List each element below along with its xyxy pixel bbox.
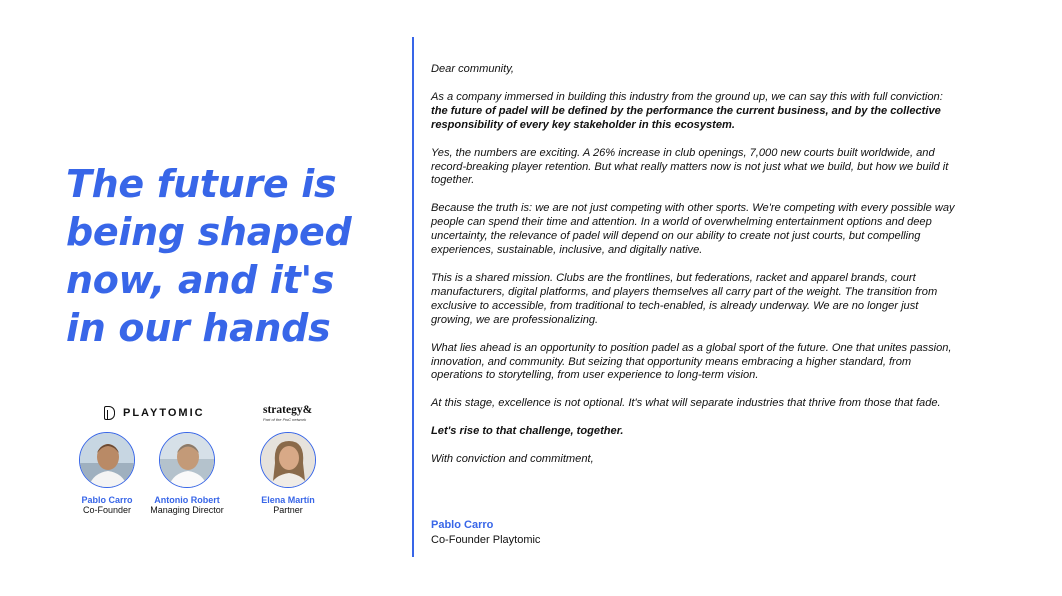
headline: The future is being shaped now, and it's in our hands xyxy=(66,162,352,350)
letter-greeting: Dear community, xyxy=(431,63,515,75)
avatar xyxy=(159,432,215,488)
avatar xyxy=(79,432,135,488)
letter-call-to-action xyxy=(431,425,961,439)
person-card xyxy=(132,432,242,516)
avatar xyxy=(260,432,316,488)
strategy-logo xyxy=(263,404,312,422)
letter-paragraph: Because the truth is: we are not just competing with other sports. We're competing with every possible way people can spend their time and attention. In a world of overwhelming entertainment options and deep uncertainty, the relevance of padel will depend on our ability to create not just courts, but compelling experiences, sustainable, inclusive, and digitally native. xyxy=(431,202,955,257)
person-name: Antonio Robert xyxy=(154,495,220,505)
letter-paragraph: This is a shared mission. Clubs are the frontlines, but federations, racket and apparel brands, court manufacturers, digital platforms, and players themselves all carry part of the weight. The transition from exclusive to accessible, from traditional to tech-enabled, is already underway. We are no longer just growing, we are professionalizing. xyxy=(431,271,938,326)
letter-paragraph: What lies ahead is an opportunity to position padel as a global sport of the future. One that unites passion, innovation, and community. But seizing that opportunity means embracing a higher standard, from operations to storytelling, from user experience to long-term vision. xyxy=(431,341,952,382)
letter-closing: With conviction and commitment, xyxy=(431,453,594,466)
letter-call-to-action-text: Let's rise to that challenge, together. xyxy=(431,425,624,438)
signature-role: Co-Founder Playtomic xyxy=(431,534,541,546)
playtomic-logo xyxy=(104,404,205,422)
letter-paragraph: Yes, the numbers are exciting. A 26% increase in club openings, 7,000 new courts built worldwide, and record-breaking player retention. But what really matters now is not just what we build, but how we build it together. xyxy=(431,146,949,187)
letter-paragraph-intro: As a company immersed in building this industry from the ground up, we can say this with full conviction: xyxy=(431,90,943,103)
playtomic-logo-text: PLAYTOMIC xyxy=(123,407,205,419)
person-role: Co-Founder xyxy=(82,505,132,515)
person-role: Managing Director xyxy=(150,505,224,515)
signature-name: Pablo Carro xyxy=(431,519,494,531)
person-card xyxy=(233,432,343,516)
strategy-logo-subtext: Part of the PwC network xyxy=(263,417,307,422)
letter-paragraph xyxy=(431,91,961,133)
letter-paragraph-emphasis: the future of padel will be defined by the performance the current business, and by the collective responsibility of every key stakeholder in this ecosystem. xyxy=(431,104,941,131)
person-name: Elena Martín xyxy=(261,495,315,505)
playtomic-logo-icon xyxy=(104,406,115,420)
person-name: Pablo Carro xyxy=(81,495,133,505)
strategy-logo-text: strategy& xyxy=(263,404,313,416)
vertical-divider xyxy=(412,37,414,557)
person-role: Partner xyxy=(273,505,303,515)
letter-paragraph: At this stage, excellence is not optional. It's what will separate industries that thrive from those that fade. xyxy=(431,397,941,410)
letter-body xyxy=(431,63,961,481)
